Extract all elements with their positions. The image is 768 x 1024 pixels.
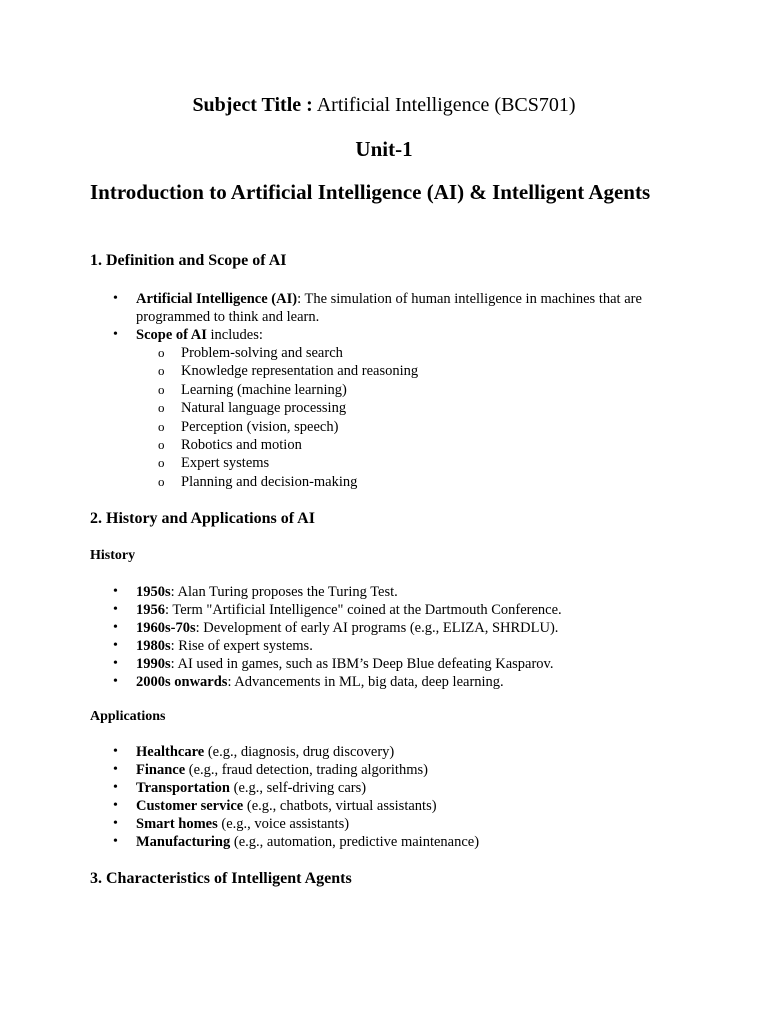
sub-list-item-text: Expert systems bbox=[181, 455, 270, 472]
term: Finance bbox=[136, 762, 186, 778]
list-item-text bbox=[136, 583, 676, 601]
subject-title-label: Subject Title : bbox=[192, 94, 313, 116]
sub-list-item-text: Knowledge representation and reasoning bbox=[181, 363, 419, 380]
sub-bullet-marker: o bbox=[158, 455, 165, 471]
description: : Alan Turing proposes the Turing Test. bbox=[170, 584, 398, 600]
description: (e.g., fraud detection, trading algorithms) bbox=[185, 762, 428, 778]
sub-list-item bbox=[0, 362, 676, 380]
unit-title: Unit-1 bbox=[355, 137, 413, 161]
term: 1956 bbox=[136, 602, 165, 618]
sub-bullet-marker: o bbox=[158, 363, 165, 379]
bullet-marker: • bbox=[113, 584, 118, 599]
sub-bullet-marker: o bbox=[158, 437, 165, 453]
sub-list-item-text: Perception (vision, speech) bbox=[181, 418, 339, 435]
list-item-text bbox=[136, 655, 676, 673]
history-list bbox=[0, 583, 676, 691]
sub-list-item bbox=[0, 473, 676, 491]
list-item-text bbox=[136, 743, 676, 761]
term: 1960s-70s bbox=[136, 620, 196, 636]
list-item-text bbox=[136, 761, 676, 779]
list-item bbox=[0, 637, 676, 655]
bullet-marker: • bbox=[113, 602, 118, 617]
list-item bbox=[0, 326, 676, 491]
description: (e.g., self-driving cars) bbox=[230, 780, 367, 796]
bullet-marker: • bbox=[113, 744, 118, 759]
list-item-text bbox=[136, 637, 676, 655]
list-item-text bbox=[136, 601, 676, 619]
sub-list-item-text: Problem-solving and search bbox=[181, 345, 343, 361]
term: 2000s onwards bbox=[136, 674, 228, 690]
term: Smart homes bbox=[136, 816, 218, 832]
description: : Term "Artificial Intelligence" coined at the Dartmouth Conference. bbox=[165, 602, 562, 618]
list-item bbox=[0, 833, 676, 851]
bullet-marker: • bbox=[113, 291, 118, 306]
description: : Development of early AI programs (e.g., ELIZA, SHRDLU). bbox=[195, 620, 559, 636]
sub-list-item bbox=[0, 344, 676, 362]
term: Transportation bbox=[136, 780, 230, 796]
list-item bbox=[0, 779, 676, 797]
description: : AI used in games, such as IBM’s Deep Blue defeating Kasparov. bbox=[170, 656, 554, 672]
term: Artificial Intelligence (AI) bbox=[136, 291, 298, 307]
sub-list-item bbox=[0, 454, 676, 472]
list-item-text bbox=[136, 290, 676, 326]
bullet-marker: • bbox=[113, 327, 118, 342]
list-item-text bbox=[136, 815, 676, 833]
sub-bullet-marker: o bbox=[158, 418, 165, 434]
term: Scope of AI bbox=[136, 327, 207, 343]
description: : Advancements in ML, big data, deep learning. bbox=[227, 674, 504, 690]
applications-list bbox=[0, 743, 676, 851]
list-item bbox=[0, 761, 676, 779]
bullet-marker: • bbox=[113, 638, 118, 653]
sub-list-item bbox=[0, 418, 676, 436]
history-heading: History bbox=[90, 548, 136, 563]
list-item bbox=[0, 655, 676, 673]
list-item-text bbox=[136, 779, 676, 797]
description: (e.g., diagnosis, drug discovery) bbox=[204, 744, 395, 760]
list-item bbox=[0, 673, 676, 691]
list-item-text bbox=[136, 619, 676, 637]
list-item bbox=[0, 797, 676, 815]
term: Customer service bbox=[136, 798, 244, 814]
term: 1990s bbox=[136, 656, 171, 672]
sub-bullet-marker: o bbox=[158, 345, 165, 360]
section-3-heading: 3. Characteristics of Intelligent Agents bbox=[90, 870, 352, 887]
list-item bbox=[0, 583, 676, 601]
list-item bbox=[0, 619, 676, 637]
bullet-marker: • bbox=[113, 674, 118, 689]
scope-sub-list bbox=[0, 344, 676, 491]
list-item-text bbox=[136, 326, 676, 344]
sub-bullet-marker: o bbox=[158, 381, 165, 397]
term: Healthcare bbox=[136, 744, 205, 760]
term: 1950s bbox=[136, 584, 171, 600]
list-item bbox=[0, 601, 676, 619]
term: Manufacturing bbox=[136, 834, 231, 850]
section-2-heading: 2. History and Applications of AI bbox=[90, 510, 315, 527]
bullet-marker: • bbox=[113, 816, 118, 831]
sub-list-item bbox=[0, 381, 676, 399]
section-1-heading: 1. Definition and Scope of AI bbox=[90, 252, 287, 269]
bullet-marker: • bbox=[113, 656, 118, 671]
list-item bbox=[0, 743, 676, 761]
list-item bbox=[0, 290, 676, 326]
applications-heading: Applications bbox=[90, 709, 166, 724]
sub-list-item-text: Planning and decision-making bbox=[181, 473, 358, 490]
bullet-marker: • bbox=[113, 762, 118, 777]
description: (e.g., voice assistants) bbox=[217, 816, 350, 832]
bullet-marker: • bbox=[113, 798, 118, 813]
list-item bbox=[0, 815, 676, 833]
term: 1980s bbox=[136, 638, 171, 654]
bullet-marker: • bbox=[113, 780, 118, 795]
sub-list-item-text: Learning (machine learning) bbox=[181, 381, 347, 398]
sub-list-item bbox=[0, 399, 676, 417]
description: (e.g., chatbots, virtual assistants) bbox=[243, 798, 437, 814]
sub-bullet-marker: o bbox=[158, 400, 165, 416]
bullet-marker: • bbox=[113, 834, 118, 849]
bullet-marker: • bbox=[113, 620, 118, 635]
chapter-title: Introduction to Artificial Intelligence (AI) & Intelligent Agents bbox=[90, 180, 651, 204]
description: : Rise of expert systems. bbox=[170, 638, 313, 654]
description: (e.g., automation, predictive maintenance) bbox=[230, 834, 480, 850]
description: includes: bbox=[206, 327, 263, 343]
list-item-text bbox=[136, 833, 676, 851]
section-1-list bbox=[0, 290, 676, 491]
list-item-text bbox=[136, 797, 676, 815]
sub-list-item bbox=[0, 436, 676, 454]
sub-list-item-text: Natural language processing bbox=[181, 400, 347, 417]
subject-title bbox=[0, 92, 768, 118]
list-item-text bbox=[136, 673, 676, 691]
sub-bullet-marker: o bbox=[158, 473, 165, 489]
subject-title-value: Artificial Intelligence (BCS701) bbox=[316, 94, 576, 116]
sub-list-item-text: Robotics and motion bbox=[181, 437, 302, 454]
description: : The simulation of human intelligence in machines that are programmed to think and learn. bbox=[136, 291, 642, 325]
